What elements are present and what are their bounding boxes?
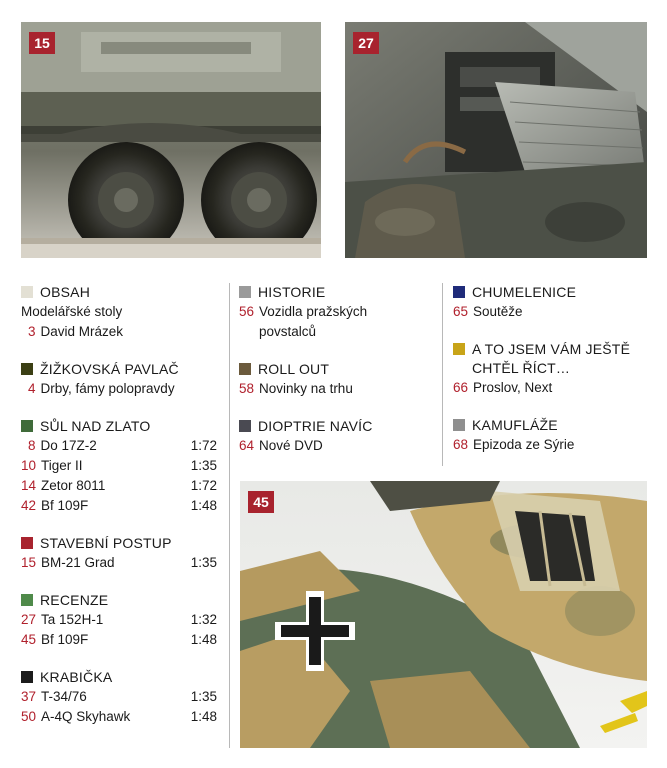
column-divider-1 [229, 283, 230, 748]
toc-entry[interactable] [453, 435, 649, 455]
section-title: OBSAH [40, 284, 91, 300]
toc-column-1 [21, 283, 217, 727]
section-a-to-jsem [453, 340, 649, 398]
color-square-icon [453, 286, 465, 298]
photo-bm21-grad [21, 22, 321, 258]
page-number: 68 [453, 437, 469, 452]
toc-column-3 [453, 283, 649, 455]
section-title: KRABIČKA [40, 669, 113, 685]
entry-scale: 1:72 [190, 438, 217, 453]
entry-title: Ta 152H-1 [41, 612, 104, 627]
column-divider-2 [442, 283, 443, 466]
section-stavebni-postup [21, 534, 217, 573]
page-badge-15: 15 [29, 32, 55, 54]
section-title: CHUMELENICE [472, 284, 577, 300]
toc-column-2 [239, 283, 429, 474]
toc-entry[interactable] [21, 436, 217, 456]
photo-bf109f [240, 481, 647, 748]
entry-scale: 1:72 [190, 478, 217, 493]
section-title: KAMUFLÁŽE [472, 417, 558, 433]
entry-title: David Mrázek [40, 324, 124, 339]
toc-entry[interactable] [21, 496, 217, 516]
section-title: DIOPTRIE NAVÍC [258, 418, 373, 434]
entry-title: A-4Q Skyhawk [41, 709, 131, 724]
section-obsah [21, 283, 217, 342]
color-square-icon [21, 537, 33, 549]
page-number: 27 [21, 612, 37, 627]
toc-entry[interactable] [21, 610, 217, 630]
section-roll-out [239, 360, 429, 399]
page-number: 14 [21, 478, 37, 493]
page-number: 66 [453, 380, 469, 395]
toc-entry[interactable] [21, 476, 217, 496]
entry-title: T-34/76 [41, 689, 87, 704]
toc-entry[interactable] [21, 630, 217, 650]
color-square-icon [21, 286, 33, 298]
page-number: 50 [21, 709, 37, 724]
page-number: 64 [239, 438, 255, 453]
entry-title: Vozidla pražských povstalců [259, 304, 368, 339]
page-number: 45 [21, 632, 37, 647]
ta152-illustration [345, 22, 647, 258]
entry-title: Bf 109F [41, 632, 89, 647]
entry-title: Do 17Z-2 [40, 438, 97, 453]
section-krabicka [21, 668, 217, 727]
page-number: 56 [239, 304, 255, 319]
page-number: 37 [21, 689, 37, 704]
toc-entry[interactable] [21, 456, 217, 476]
section-title: STAVEBNÍ POSTUP [40, 535, 172, 551]
entry-scale: 1:35 [190, 689, 217, 704]
toc-entry[interactable] [239, 379, 429, 399]
entry-title: Novinky na trhu [259, 381, 353, 396]
color-square-icon [21, 671, 33, 683]
section-title: SŮL NAD ZLATO [40, 418, 151, 434]
section-chumelenice [453, 283, 649, 322]
section-historie [239, 283, 429, 342]
section-zizkovska-pavlac [21, 360, 217, 399]
page-number: 3 [28, 324, 36, 339]
toc-entry[interactable] [21, 322, 217, 342]
section-sul-nad-zlato [21, 417, 217, 516]
entry-title: Nové DVD [259, 438, 323, 453]
toc-entry[interactable] [21, 707, 217, 727]
page-number: 58 [239, 381, 255, 396]
entry-title: Epizoda ze Sýrie [473, 437, 575, 452]
page-number: 42 [21, 498, 37, 513]
color-square-icon [239, 420, 251, 432]
entry-title: Soutěže [473, 304, 523, 319]
color-square-icon [21, 420, 33, 432]
entry-title: Bf 109F [41, 498, 89, 513]
entry-scale: 1:48 [190, 498, 217, 513]
page-badge-45: 45 [248, 491, 274, 513]
section-title: A TO JSEM VÁM JEŠTĚ CHTĚL ŘÍCT… [472, 341, 631, 376]
page-number: 65 [453, 304, 469, 319]
toc-entry[interactable] [21, 553, 217, 573]
toc-entry[interactable] [21, 687, 217, 707]
section-title: ROLL OUT [258, 361, 330, 377]
section-dioptrie-navic [239, 417, 429, 456]
toc-entry[interactable] [453, 378, 649, 398]
entry-scale: 1:35 [190, 555, 217, 570]
page-badge-27: 27 [353, 32, 379, 54]
entry-scale: 1:32 [190, 612, 217, 627]
entry-title: BM-21 Grad [41, 555, 115, 570]
color-square-icon [453, 419, 465, 431]
bm21-illustration [21, 22, 321, 258]
toc-entry[interactable] [239, 436, 429, 456]
toc-entry[interactable] [453, 302, 649, 322]
color-square-icon [239, 363, 251, 375]
section-title: ŽIŽKOVSKÁ PAVLAČ [40, 361, 179, 377]
section-title: HISTORIE [258, 284, 326, 300]
toc-entry[interactable] [21, 379, 217, 399]
section-subtitle: Modelářské stoly [21, 304, 123, 319]
entry-title: Zetor 8011 [41, 478, 106, 493]
bf109f-illustration [240, 481, 647, 748]
entry-scale: 1:48 [190, 709, 217, 724]
color-square-icon [239, 286, 251, 298]
entry-title: Proslov, Next [473, 380, 553, 395]
page-number: 4 [28, 381, 36, 396]
page-number: 8 [28, 438, 36, 453]
color-square-icon [21, 363, 33, 375]
color-square-icon [453, 343, 465, 355]
photo-ta152 [345, 22, 647, 258]
section-title: RECENZE [40, 592, 109, 608]
entry-title: Tiger II [41, 458, 83, 473]
section-recenze [21, 591, 217, 650]
page-number: 10 [21, 458, 37, 473]
entry-scale: 1:48 [190, 632, 217, 647]
page-number: 15 [21, 555, 37, 570]
entry-title: Drby, fámy polopravdy [40, 381, 175, 396]
entry-scale: 1:35 [190, 458, 217, 473]
toc-entry[interactable] [239, 302, 429, 342]
section-kamuflaze [453, 416, 649, 455]
color-square-icon [21, 594, 33, 606]
